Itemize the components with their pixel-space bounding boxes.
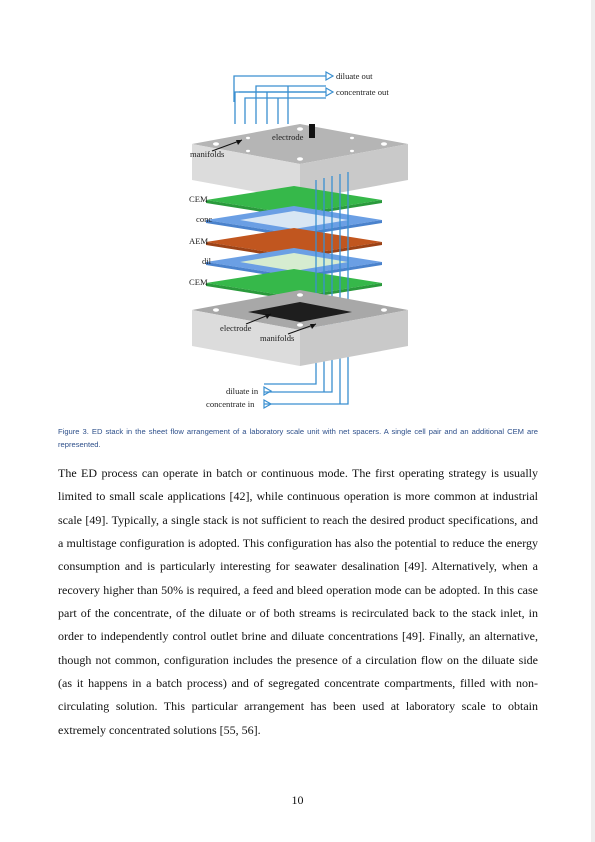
label-diluate-in: diluate in <box>226 386 259 396</box>
arrows-inlet <box>264 387 271 408</box>
ed-stack-figure <box>176 62 426 414</box>
label-manifolds-top: manifolds <box>190 149 225 159</box>
label-manifolds-bottom: manifolds <box>260 333 295 343</box>
label-aem: AEM <box>189 236 209 246</box>
page-number: 10 <box>291 793 304 807</box>
figure-caption: Figure 3. ED stack in the sheet flow arrangement of a laboratory scale unit with net spacers. A single cell pair and an additional CEM are represented. <box>58 427 538 449</box>
label-electrode-bottom: electrode <box>220 323 252 333</box>
label-concentrate-in: concentrate in <box>206 399 255 409</box>
label-concentrate-out: concentrate out <box>336 87 389 97</box>
label-diluate-out: diluate out <box>336 71 373 81</box>
page-edge <box>591 0 595 842</box>
body-paragraph: The ED process can operate in batch or continuous mode. The first operating strategy is usually limited to small scale applications [42], while continuous operation is more common at industrial scale [49]. Typically, a single stack is not sufficient to reach the desired product specifications, and a multistage configuration is adopted. This configuration has also the potential to reduce the energy consumption and is particularly interesting for seawater desalination [49]. Alternatively, when a recovery higher than 50% is required, a feed and bleed operation mode can be adopted. In this case part of the concentrate, of the diluate or of both streams is recirculated back to the stack inlet, in order to independently control outlet brine and diluate concentrations [49]. Finally, an alternative, though not common, configuration includes the presence of a circulation flow on the diluate side (as it happens in a batch process) and of segregated concentrate compartments, filled with non-circulating solution. This particular arrangement has been used at laboratory scale to obtain extremely concentrated solutions [55, 56]. <box>58 466 538 737</box>
pipes-top <box>234 76 326 124</box>
pipes-bottom <box>264 358 348 404</box>
label-electrode-top: electrode <box>272 132 304 142</box>
label-conc: conc <box>196 214 213 224</box>
label-cem-top: CEM <box>189 194 208 204</box>
arrow-diluate-out <box>326 72 333 96</box>
layer-labels <box>189 194 212 287</box>
label-cem-bottom: CEM <box>189 277 208 287</box>
label-dil: dil <box>202 256 212 266</box>
